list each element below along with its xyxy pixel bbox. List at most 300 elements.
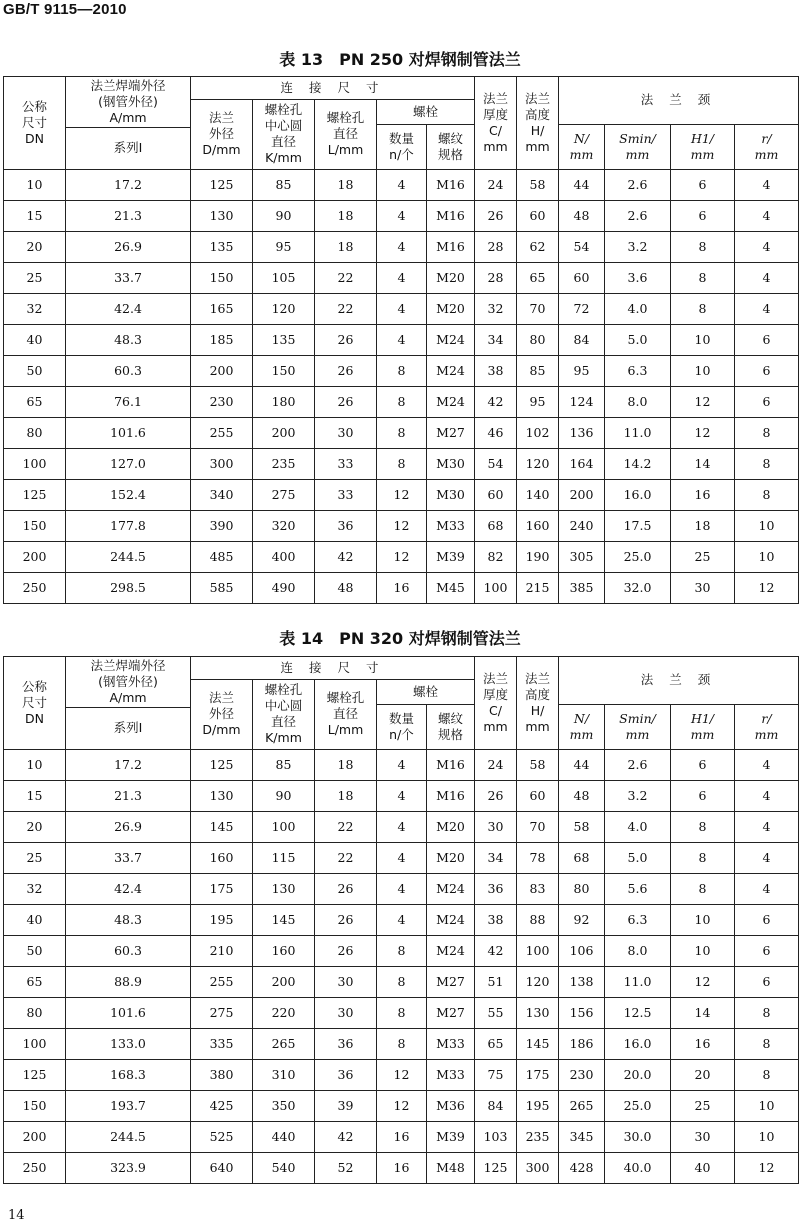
table-cell: 22	[315, 811, 377, 842]
table-cell: 275	[191, 997, 253, 1028]
table-cell: 25	[4, 262, 66, 293]
header-dn: 公称 尺寸 DN	[4, 77, 66, 170]
table-cell: 250	[4, 572, 66, 603]
table-cell: 16	[377, 572, 427, 603]
table-cell: M24	[427, 355, 475, 386]
table-cell: 305	[559, 541, 605, 572]
header-height: 法兰 高度 H/ mm	[517, 657, 559, 750]
table-cell: 106	[559, 935, 605, 966]
table-cell: 3.2	[605, 780, 671, 811]
table-cell: 26	[315, 873, 377, 904]
table-cell: 42.4	[66, 873, 191, 904]
table-row	[4, 873, 799, 904]
table-cell: 177.8	[66, 510, 191, 541]
table-cell: 55	[475, 997, 517, 1028]
table-cell: 6	[735, 386, 799, 417]
table-cell: 10	[735, 1090, 799, 1121]
table-cell: 4	[377, 749, 427, 780]
table-cell: 265	[559, 1090, 605, 1121]
table-cell: 2.6	[605, 200, 671, 231]
table-cell: 244.5	[66, 1121, 191, 1152]
table-cell: 11.0	[605, 966, 671, 997]
table-cell: 15	[4, 200, 66, 231]
table-cell: 4	[735, 749, 799, 780]
table-cell: 17.2	[66, 169, 191, 200]
table-cell: 17.5	[605, 510, 671, 541]
table-cell: 175	[517, 1059, 559, 1090]
table-cell: 5.0	[605, 842, 671, 873]
table-cell: 26	[475, 200, 517, 231]
table-cell: 425	[191, 1090, 253, 1121]
table-cell: 6	[735, 324, 799, 355]
table-cell: 390	[191, 510, 253, 541]
table-cell: 80	[4, 417, 66, 448]
table-row	[4, 1059, 799, 1090]
table-cell: M24	[427, 324, 475, 355]
table-cell: 46	[475, 417, 517, 448]
table-row	[4, 541, 799, 572]
table-cell: 4	[735, 262, 799, 293]
table-cell: 12	[671, 386, 735, 417]
table-row	[4, 293, 799, 324]
table-cell: 75	[475, 1059, 517, 1090]
header-series: 系列Ⅰ	[66, 708, 191, 749]
table-cell: 130	[191, 780, 253, 811]
header-neck: 法 兰 颈	[559, 657, 799, 705]
table-cell: 12.5	[605, 997, 671, 1028]
table-cell: 65	[4, 966, 66, 997]
table-cell: M27	[427, 997, 475, 1028]
table-cell: 20	[4, 811, 66, 842]
table-cell: M39	[427, 541, 475, 572]
table-row	[4, 842, 799, 873]
table-cell: 100	[4, 448, 66, 479]
table-cell: 26	[315, 935, 377, 966]
table-cell: 18	[315, 169, 377, 200]
table-cell: 21.3	[66, 780, 191, 811]
table-cell: 12	[671, 966, 735, 997]
table-cell: 120	[253, 293, 315, 324]
table-cell: 265	[253, 1028, 315, 1059]
table-cell: 323.9	[66, 1152, 191, 1183]
table-cell: 42	[315, 541, 377, 572]
table-cell: 50	[4, 935, 66, 966]
table-cell: 101.6	[66, 997, 191, 1028]
table-cell: 80	[4, 997, 66, 1028]
table-cell: 4	[377, 262, 427, 293]
table-cell: 3.2	[605, 231, 671, 262]
table-pn320	[3, 656, 799, 1184]
table-cell: 490	[253, 572, 315, 603]
table-cell: 6	[671, 169, 735, 200]
table-cell: 4	[377, 324, 427, 355]
table-cell: 4	[735, 842, 799, 873]
table-cell: 14	[671, 997, 735, 1028]
header-connection: 连 接 尺 寸	[191, 657, 475, 680]
header-height: 法兰 高度 H/ mm	[517, 77, 559, 170]
table-cell: 52	[315, 1152, 377, 1183]
table-cell: 250	[4, 1152, 66, 1183]
table-cell: 4	[377, 904, 427, 935]
table-cell: 44	[559, 169, 605, 200]
table-cell: 200	[191, 355, 253, 386]
table-cell: 80	[559, 873, 605, 904]
table-cell: 10	[735, 1121, 799, 1152]
table-cell: 100	[517, 935, 559, 966]
table-cell: 80	[517, 324, 559, 355]
header-dn: 公称 尺寸 DN	[4, 657, 66, 750]
table-cell: 20.0	[605, 1059, 671, 1090]
table-cell: 48	[559, 780, 605, 811]
table-cell: 125	[191, 749, 253, 780]
table-cell: 193.7	[66, 1090, 191, 1121]
table-cell: 125	[191, 169, 253, 200]
table-cell: 60	[517, 200, 559, 231]
table-cell: 26.9	[66, 811, 191, 842]
table-cell: 8	[735, 1028, 799, 1059]
header-neck-n: N/ mm	[559, 704, 605, 749]
table-cell: 230	[191, 386, 253, 417]
table-cell: 8	[377, 417, 427, 448]
table-cell: 72	[559, 293, 605, 324]
table-cell: 8	[671, 262, 735, 293]
table-cell: 95	[517, 386, 559, 417]
table-cell: 25.0	[605, 541, 671, 572]
table-cell: 428	[559, 1152, 605, 1183]
table-cell: 135	[253, 324, 315, 355]
table-cell: 30	[475, 811, 517, 842]
table-cell: 10	[4, 749, 66, 780]
header-weld-od-top: 法兰焊端外径 (钢管外径) A/mm	[66, 77, 191, 128]
table-cell: 25	[4, 842, 66, 873]
table-cell: 5.0	[605, 324, 671, 355]
table-cell: 85	[517, 355, 559, 386]
table-cell: 16.0	[605, 479, 671, 510]
table-cell: 186	[559, 1028, 605, 1059]
table-cell: 32.0	[605, 572, 671, 603]
table-cell: 11.0	[605, 417, 671, 448]
table-cell: 8	[377, 935, 427, 966]
table-cell: 6	[671, 200, 735, 231]
table-cell: 4	[735, 293, 799, 324]
table-row	[4, 417, 799, 448]
table-cell: 8	[671, 231, 735, 262]
table-row	[4, 479, 799, 510]
table-cell: 10	[735, 510, 799, 541]
table-cell: 125	[4, 1059, 66, 1090]
table-cell: M20	[427, 811, 475, 842]
table-cell: M27	[427, 966, 475, 997]
table-cell: M16	[427, 231, 475, 262]
table-cell: 4	[735, 169, 799, 200]
table-row	[4, 811, 799, 842]
table-cell: 345	[559, 1121, 605, 1152]
table-cell: 101.6	[66, 417, 191, 448]
table-cell: 8	[377, 386, 427, 417]
table-cell: 65	[4, 386, 66, 417]
table-cell: 20	[4, 231, 66, 262]
table-cell: 40	[671, 1152, 735, 1183]
table-cell: M24	[427, 904, 475, 935]
table-cell: 130	[253, 873, 315, 904]
table-cell: 4	[377, 780, 427, 811]
table-cell: 200	[4, 1121, 66, 1152]
table-row	[4, 169, 799, 200]
table-cell: 136	[559, 417, 605, 448]
header-bolt-qty: 数量 n/个	[377, 124, 427, 169]
table-cell: 4	[377, 293, 427, 324]
table-cell: 12	[671, 417, 735, 448]
table-row	[4, 262, 799, 293]
table-cell: 16.0	[605, 1028, 671, 1059]
table-cell: 42	[475, 935, 517, 966]
table-cell: 640	[191, 1152, 253, 1183]
table-cell: 39	[315, 1090, 377, 1121]
table-row	[4, 200, 799, 231]
table-cell: M33	[427, 1028, 475, 1059]
table-cell: 115	[253, 842, 315, 873]
table-cell: 62	[517, 231, 559, 262]
table-cell: 22	[315, 842, 377, 873]
table-cell: 350	[253, 1090, 315, 1121]
table-row	[4, 386, 799, 417]
table-cell: 235	[253, 448, 315, 479]
header-series: 系列Ⅰ	[66, 128, 191, 169]
table-cell: 18	[315, 231, 377, 262]
table-cell: 12	[377, 510, 427, 541]
table-cell: 100	[475, 572, 517, 603]
header-neck-h1: H1/ mm	[671, 704, 735, 749]
table-cell: 230	[559, 1059, 605, 1090]
table-cell: 127.0	[66, 448, 191, 479]
table-cell: 145	[253, 904, 315, 935]
table-cell: 30	[671, 1121, 735, 1152]
table-cell: M24	[427, 386, 475, 417]
page-number: 14	[8, 1208, 25, 1223]
table-cell: 200	[4, 541, 66, 572]
table-cell: 85	[253, 749, 315, 780]
table-cell: 68	[559, 842, 605, 873]
table-cell: 4	[377, 231, 427, 262]
table-cell: 6	[735, 904, 799, 935]
table-row	[4, 1090, 799, 1121]
table-cell: 33.7	[66, 262, 191, 293]
table-row	[4, 749, 799, 780]
header-flange-od: 法兰 外径 D/mm	[191, 100, 253, 170]
table-cell: 18	[315, 780, 377, 811]
table-cell: 140	[517, 479, 559, 510]
table-cell: 298.5	[66, 572, 191, 603]
table-cell: 92	[559, 904, 605, 935]
table-cell: M20	[427, 842, 475, 873]
table-cell: 300	[517, 1152, 559, 1183]
table-cell: 12	[377, 1059, 427, 1090]
table-cell: 6	[735, 935, 799, 966]
header-neck: 法 兰 颈	[559, 77, 799, 125]
header-neck-r: r/ mm	[735, 124, 799, 169]
table-cell: 4.0	[605, 811, 671, 842]
header-bolt-thread: 螺纹 规格	[427, 124, 475, 169]
table-cell: 65	[517, 262, 559, 293]
table-cell: 34	[475, 842, 517, 873]
table-cell: 60	[517, 780, 559, 811]
table-cell: 8	[671, 873, 735, 904]
table-cell: 20	[671, 1059, 735, 1090]
table-cell: 30	[315, 417, 377, 448]
table-cell: 10	[671, 935, 735, 966]
table-cell: 10	[671, 904, 735, 935]
table-cell: 25	[671, 1090, 735, 1121]
table-cell: 152.4	[66, 479, 191, 510]
table-cell: 300	[191, 448, 253, 479]
table-cell: 8	[377, 355, 427, 386]
table-cell: 58	[517, 169, 559, 200]
header-bolt: 螺栓	[377, 680, 475, 705]
table-cell: 34	[475, 324, 517, 355]
table-cell: 30	[315, 966, 377, 997]
table-cell: 60.3	[66, 355, 191, 386]
table-cell: 36	[315, 1028, 377, 1059]
table-cell: 14.2	[605, 448, 671, 479]
table-13-title: 表 13 PN 250 对焊钢制管法兰	[279, 50, 521, 69]
table-cell: 24	[475, 749, 517, 780]
table-cell: 190	[517, 541, 559, 572]
table-cell: M16	[427, 780, 475, 811]
header-connection: 连 接 尺 寸	[191, 77, 475, 100]
table-cell: 4	[377, 169, 427, 200]
table-cell: 175	[191, 873, 253, 904]
table-cell: 164	[559, 448, 605, 479]
table-cell: 210	[191, 935, 253, 966]
table-cell: 168.3	[66, 1059, 191, 1090]
table-row	[4, 448, 799, 479]
table-cell: 38	[475, 904, 517, 935]
table-cell: 48.3	[66, 904, 191, 935]
table-cell: 255	[191, 417, 253, 448]
table-cell: 5.6	[605, 873, 671, 904]
table-cell: M20	[427, 293, 475, 324]
table-cell: 12	[377, 541, 427, 572]
table-cell: 14	[671, 448, 735, 479]
table-cell: 33	[315, 448, 377, 479]
table-cell: 585	[191, 572, 253, 603]
table-cell: 84	[559, 324, 605, 355]
table-cell: 200	[253, 417, 315, 448]
table-cell: 70	[517, 293, 559, 324]
table-pn250	[3, 76, 799, 604]
table-cell: 4	[735, 873, 799, 904]
table-cell: 3.6	[605, 262, 671, 293]
table-cell: M16	[427, 169, 475, 200]
table-cell: 100	[4, 1028, 66, 1059]
table-cell: 130	[191, 200, 253, 231]
table-cell: 30	[671, 572, 735, 603]
table-cell: M36	[427, 1090, 475, 1121]
table-cell: 240	[559, 510, 605, 541]
table-cell: 6	[671, 749, 735, 780]
table-cell: 8	[377, 1028, 427, 1059]
header-thickness: 法兰 厚度 C/ mm	[475, 77, 517, 170]
table-cell: M39	[427, 1121, 475, 1152]
table-cell: 26	[315, 355, 377, 386]
table-cell: 90	[253, 200, 315, 231]
table-cell: 60	[475, 479, 517, 510]
table-cell: 8	[671, 811, 735, 842]
table-row	[4, 510, 799, 541]
table-cell: 335	[191, 1028, 253, 1059]
table-cell: 54	[559, 231, 605, 262]
table-cell: 165	[191, 293, 253, 324]
table-cell: 22	[315, 262, 377, 293]
header-neck-r: r/ mm	[735, 704, 799, 749]
table-cell: 195	[191, 904, 253, 935]
table-cell: 6.3	[605, 904, 671, 935]
table-cell: 32	[475, 293, 517, 324]
table-row	[4, 997, 799, 1028]
table-cell: 38	[475, 355, 517, 386]
table-cell: 36	[315, 1059, 377, 1090]
table-cell: 32	[4, 873, 66, 904]
table-cell: 33.7	[66, 842, 191, 873]
table-cell: 32	[4, 293, 66, 324]
table-cell: 4	[735, 780, 799, 811]
table-cell: 8.0	[605, 935, 671, 966]
table-cell: 160	[517, 510, 559, 541]
table-cell: 40.0	[605, 1152, 671, 1183]
table-cell: 8	[671, 842, 735, 873]
table-cell: M20	[427, 262, 475, 293]
table-cell: 12	[377, 479, 427, 510]
table-row	[4, 324, 799, 355]
table-cell: 42	[315, 1121, 377, 1152]
table-row	[4, 935, 799, 966]
table-cell: 525	[191, 1121, 253, 1152]
table-cell: 21.3	[66, 200, 191, 231]
table-row	[4, 572, 799, 603]
table-cell: 200	[559, 479, 605, 510]
table-cell: 18	[671, 510, 735, 541]
table-cell: 160	[253, 935, 315, 966]
table-cell: 26	[475, 780, 517, 811]
table-cell: 8	[671, 293, 735, 324]
table-cell: 26	[315, 324, 377, 355]
table-row	[4, 355, 799, 386]
table-cell: 130	[517, 997, 559, 1028]
table-cell: 33	[315, 479, 377, 510]
table-cell: 2.6	[605, 749, 671, 780]
table-cell: 30.0	[605, 1121, 671, 1152]
table-cell: M33	[427, 510, 475, 541]
table-cell: 16	[377, 1152, 427, 1183]
table-cell: 8	[377, 966, 427, 997]
table-cell: 18	[315, 749, 377, 780]
table-cell: 25	[671, 541, 735, 572]
table-cell: 48.3	[66, 324, 191, 355]
table-cell: 340	[191, 479, 253, 510]
table-cell: 100	[253, 811, 315, 842]
table-cell: 44	[559, 749, 605, 780]
table-cell: 8	[377, 997, 427, 1028]
table-row	[4, 1121, 799, 1152]
table-14-title: 表 14 PN 320 对焊钢制管法兰	[279, 629, 521, 648]
table-cell: 215	[517, 572, 559, 603]
table-cell: 4	[377, 200, 427, 231]
table-cell: 12	[735, 572, 799, 603]
table-cell: 82	[475, 541, 517, 572]
table-cell: 28	[475, 262, 517, 293]
table-cell: 12	[735, 1152, 799, 1183]
table-cell: 275	[253, 479, 315, 510]
